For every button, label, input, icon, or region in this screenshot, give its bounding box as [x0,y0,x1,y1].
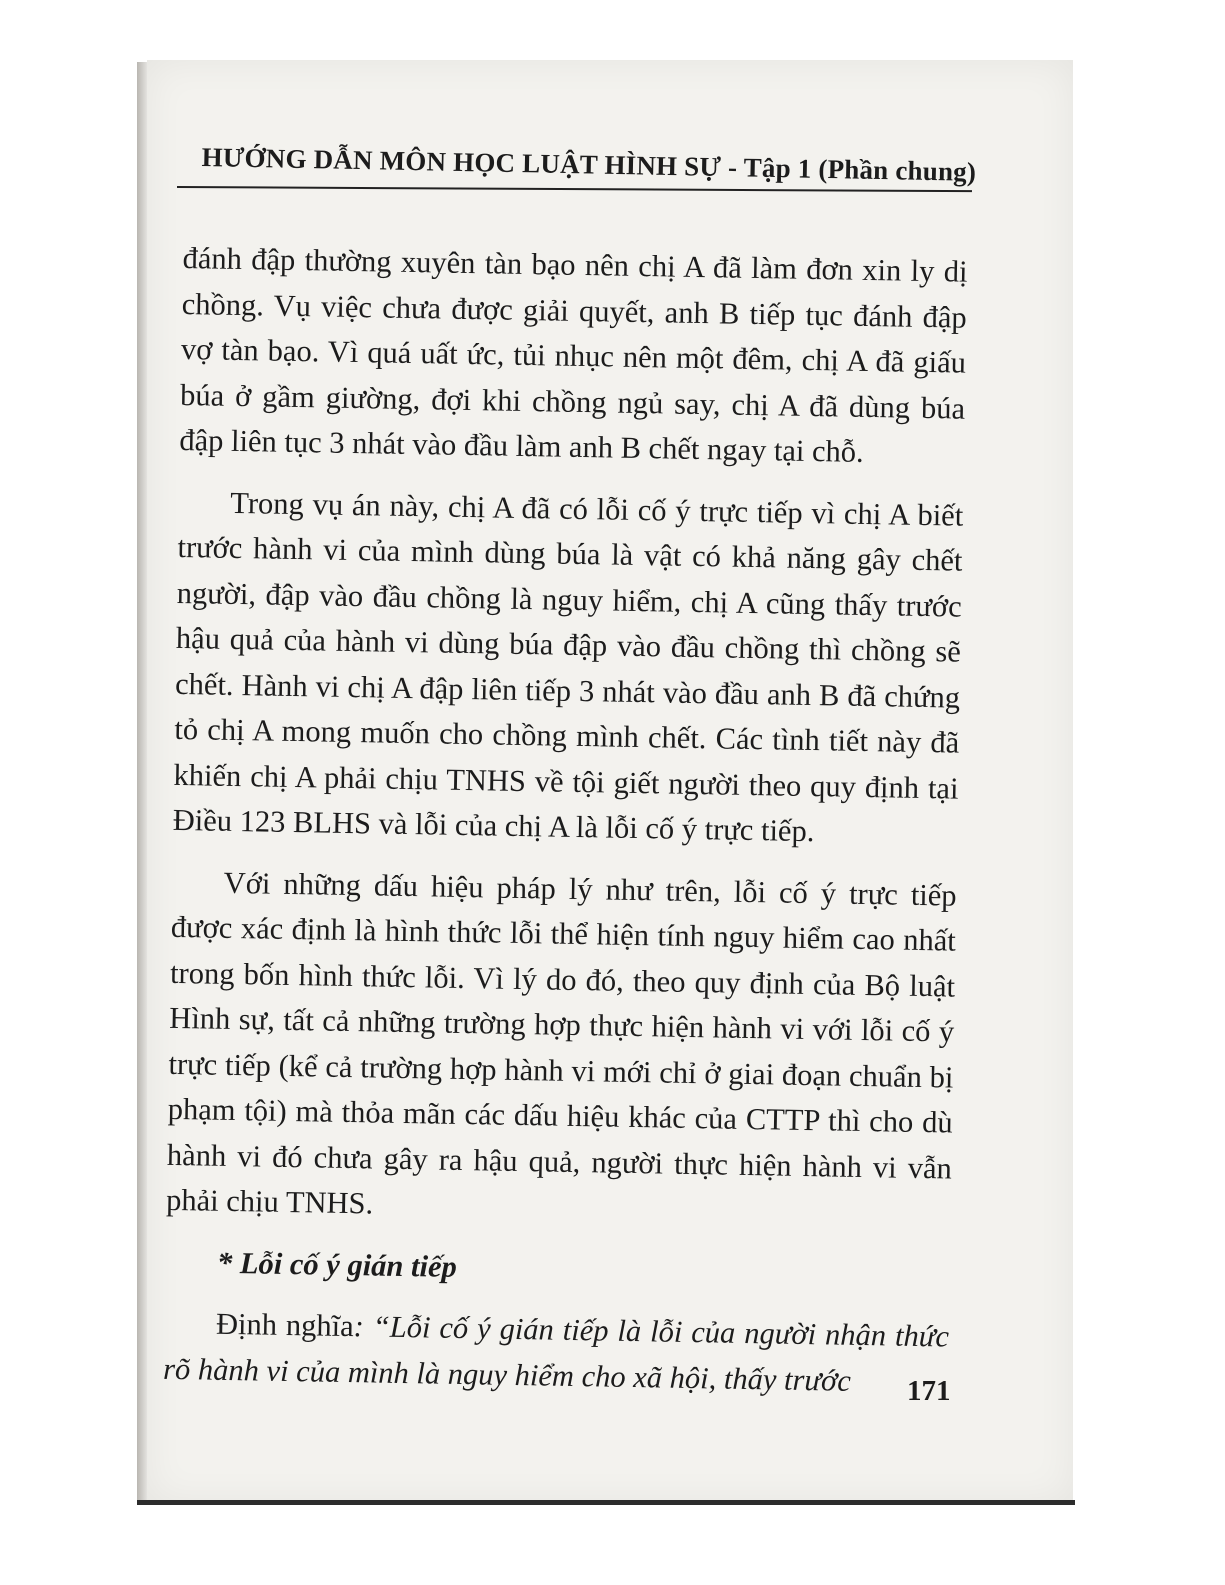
book-page [147,60,1073,1503]
definition-quote: “Lỗi cố ý gián tiếp là lỗi của người nhận thức rõ hành vi của mình là nguy hiểm cho xã hội, thấy trước [162,1309,950,1398]
definition-label: Định nghĩa [215,1306,355,1344]
header-rule [177,186,972,192]
running-header: HƯỚNG DẪN MÔN HỌC LUẬT HÌNH SỰ - Tập 1 (Phần chung) [201,142,977,187]
paragraph-legal-signs: Với những dấu hiệu pháp lý như trên, lỗi cố ý trực tiếp được xác định là hình thức lỗi thể hiện tính nguy hiểm cao nhất trong bốn hình thức lỗi. Vì lý do đó, theo quy định của Bộ luật Hình sự, tất cả những trường hợp thực hiện hành vi với lỗi cố ý trực tiếp (kể cả trường hợp hành vi mới chỉ ở giai đoạn chuẩn bị phạm tội) mà thỏa mãn các dấu hiệu khác của CTTP thì cho dù hành vi đó chưa gây ra hậu quả, người thực hiện hành vi vẫn phải chịu TNHS. [165,865,957,1221]
body-text [163,236,968,1406]
section-heading: * Lỗi cố ý gián tiếp [216,1245,458,1284]
page-number: 171 [907,1375,951,1407]
paragraph-case-analysis: Trong vụ án này, chị A đã có lỗi cố ý trực tiếp vì chị A biết trước hành vi của mình dùng búa là vật có khả năng gây chết người, đập vào đầu chồng là nguy hiểm, chị A cũng thấy trước hậu quả của hành vi dùng búa đập vào đầu chồng thì chồng sẽ chết. Hành vi chị A đập liên tiếp 3 nhát vào đầu anh B đã chứng tỏ chị A mong muốn cho chồng mình chết. Các tình tiết này đã khiến chị A phải chịu TNHS về tội giết người theo quy định tại Điều 123 BLHS và lỗi của chị A là lỗi cố ý trực tiếp. [172,485,964,849]
definition-colon: : [353,1309,365,1344]
paragraph-continued: đánh đập thường xuyên tàn bạo nên chị A đã làm đơn xin ly dị chồng. Vụ việc chưa được giải quyết, anh B tiếp tục đánh đập vợ tàn bạo. Vì quá uất ức, tủi nhục nên một đêm, chị A đã giấu búa ở gầm giường, đợi khi chồng ngủ say, chị A đã dùng búa đập liên tục 3 nhát vào đầu làm anh B chết ngay tại chỗ. [179,240,968,469]
definition-paragraph [163,1301,949,1406]
scan-bottom-edge [137,1500,1075,1505]
